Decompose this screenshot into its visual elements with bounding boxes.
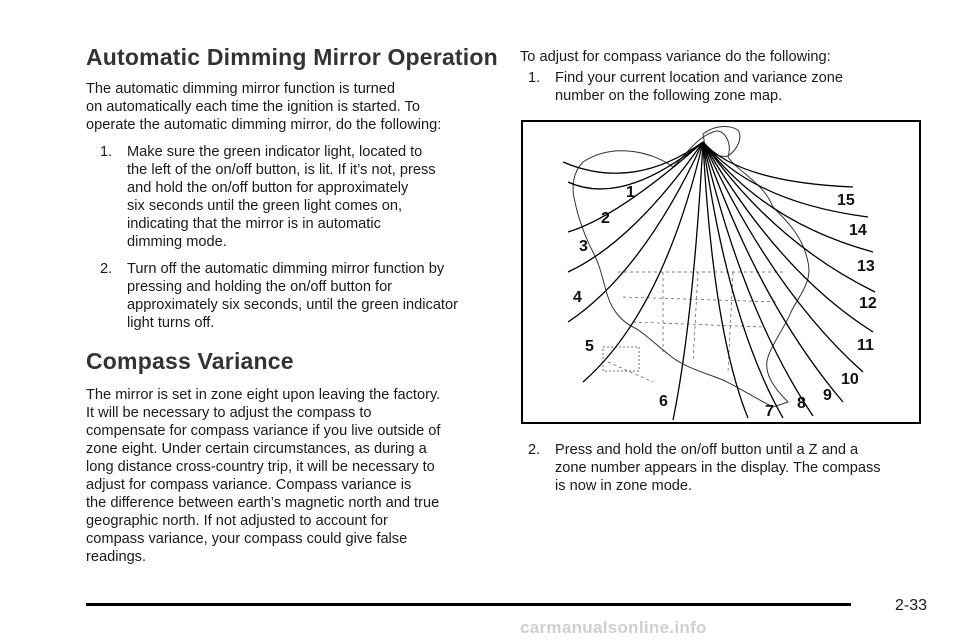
- text-line: Press and hold the on/off button until a Z and a: [555, 442, 859, 458]
- text-line: light turns off.: [127, 315, 215, 331]
- text-line: To adjust for compass variance do the following:: [520, 49, 831, 65]
- text-line: the left of the on/off button, is lit. If it’s not, press: [127, 162, 436, 178]
- text-line: The automatic dimming mirror function is turned: [86, 81, 396, 97]
- zone-label-1: 1: [626, 184, 635, 201]
- page-number: 2-33: [895, 597, 928, 614]
- compass-variance-body: [86, 386, 486, 566]
- zone-boundary-line: [703, 142, 863, 372]
- zone-map-drawing: [523, 122, 919, 422]
- text-line: is now in zone mode.: [555, 478, 693, 494]
- text-line: pressing and holding the on/off button for: [127, 279, 393, 295]
- text-line: zone number appears in the display. The compass: [555, 460, 881, 476]
- zone-label-7: 7: [765, 403, 774, 420]
- zone-label-4: 4: [573, 289, 582, 306]
- zone-label-15: 15: [837, 192, 855, 209]
- zone-label-14: 14: [849, 222, 867, 239]
- right-step-1: [528, 69, 930, 105]
- compass-zone-map: [521, 120, 921, 424]
- zone-label-13: 13: [857, 258, 875, 275]
- zone-label-2: 2: [601, 210, 610, 227]
- text-line: dimming mode.: [127, 234, 227, 250]
- text-line: geographic north. If not adjusted to account for: [86, 513, 388, 529]
- text-line: six seconds until the green light comes on,: [127, 198, 403, 214]
- right-intro: [520, 48, 930, 66]
- text-line: approximately six seconds, until the green indicator: [127, 297, 458, 313]
- auto-dimming-intro: [86, 80, 486, 134]
- text-line: compass variance, your compass could give false: [86, 531, 408, 547]
- zone-label-12: 12: [859, 295, 877, 312]
- left-column: [86, 44, 498, 566]
- text-line: on automatically each time the ignition is started. To: [86, 99, 420, 115]
- text-line: The mirror is set in zone eight upon leaving the factory.: [86, 387, 441, 403]
- zone-label-5: 5: [585, 338, 594, 355]
- step-number: 2.: [100, 261, 113, 277]
- zone-boundary-line: [673, 142, 703, 420]
- right-step-2: [528, 441, 955, 495]
- zone-boundary-line: [703, 142, 873, 332]
- text-line: number on the following zone map.: [555, 88, 783, 104]
- text-line: the difference between earth’s magnetic north and true: [86, 495, 440, 511]
- zone-label-8: 8: [797, 395, 806, 412]
- zone-label-3: 3: [579, 238, 588, 255]
- text-line: It will be necessary to adjust the compass to: [86, 405, 372, 421]
- section-heading-compass-variance: Compass Variance: [86, 348, 294, 374]
- zone-label-10: 10: [841, 371, 859, 388]
- auto-dimming-step-2: [100, 260, 486, 332]
- footer-rule: [86, 603, 851, 606]
- text-line: operate the automatic dimming mirror, do the following:: [86, 117, 442, 133]
- border-lines: [608, 272, 783, 382]
- auto-dimming-step-1: [100, 143, 486, 251]
- text-line: readings.: [86, 549, 147, 565]
- watermark: carmanualsonline.info: [520, 618, 707, 637]
- text-line: Turn off the automatic dimming mirror function by: [127, 261, 445, 277]
- text-line: adjust for compass variance. Compass variance is: [86, 477, 412, 493]
- zone-label-11: 11: [857, 337, 874, 354]
- text-line: zone eight. Under certain circumstances, as during a: [86, 441, 427, 457]
- zone-boundary-line: [568, 142, 703, 272]
- text-line: and hold the on/off button for approximately: [127, 180, 409, 196]
- text-line: long distance cross-country trip, it will be necessary to: [86, 459, 435, 475]
- step-number: 2.: [528, 442, 541, 458]
- text-line: compensate for compass variance if you live outside of: [86, 423, 441, 439]
- zone-boundary-line: [703, 142, 843, 402]
- text-line: Find your current location and variance zone: [555, 70, 843, 86]
- text-line: Make sure the green indicator light, located to: [127, 144, 423, 160]
- zone-boundary-line: [703, 142, 813, 416]
- step-number: 1.: [100, 144, 113, 160]
- text-line: indicating that the mirror is in automatic: [127, 216, 381, 232]
- zone-label-6: 6: [659, 393, 668, 410]
- zone-label-9: 9: [823, 387, 832, 404]
- step-number: 1.: [528, 70, 541, 86]
- section-heading-auto-dimming: Automatic Dimming Mirror Operation: [86, 44, 498, 70]
